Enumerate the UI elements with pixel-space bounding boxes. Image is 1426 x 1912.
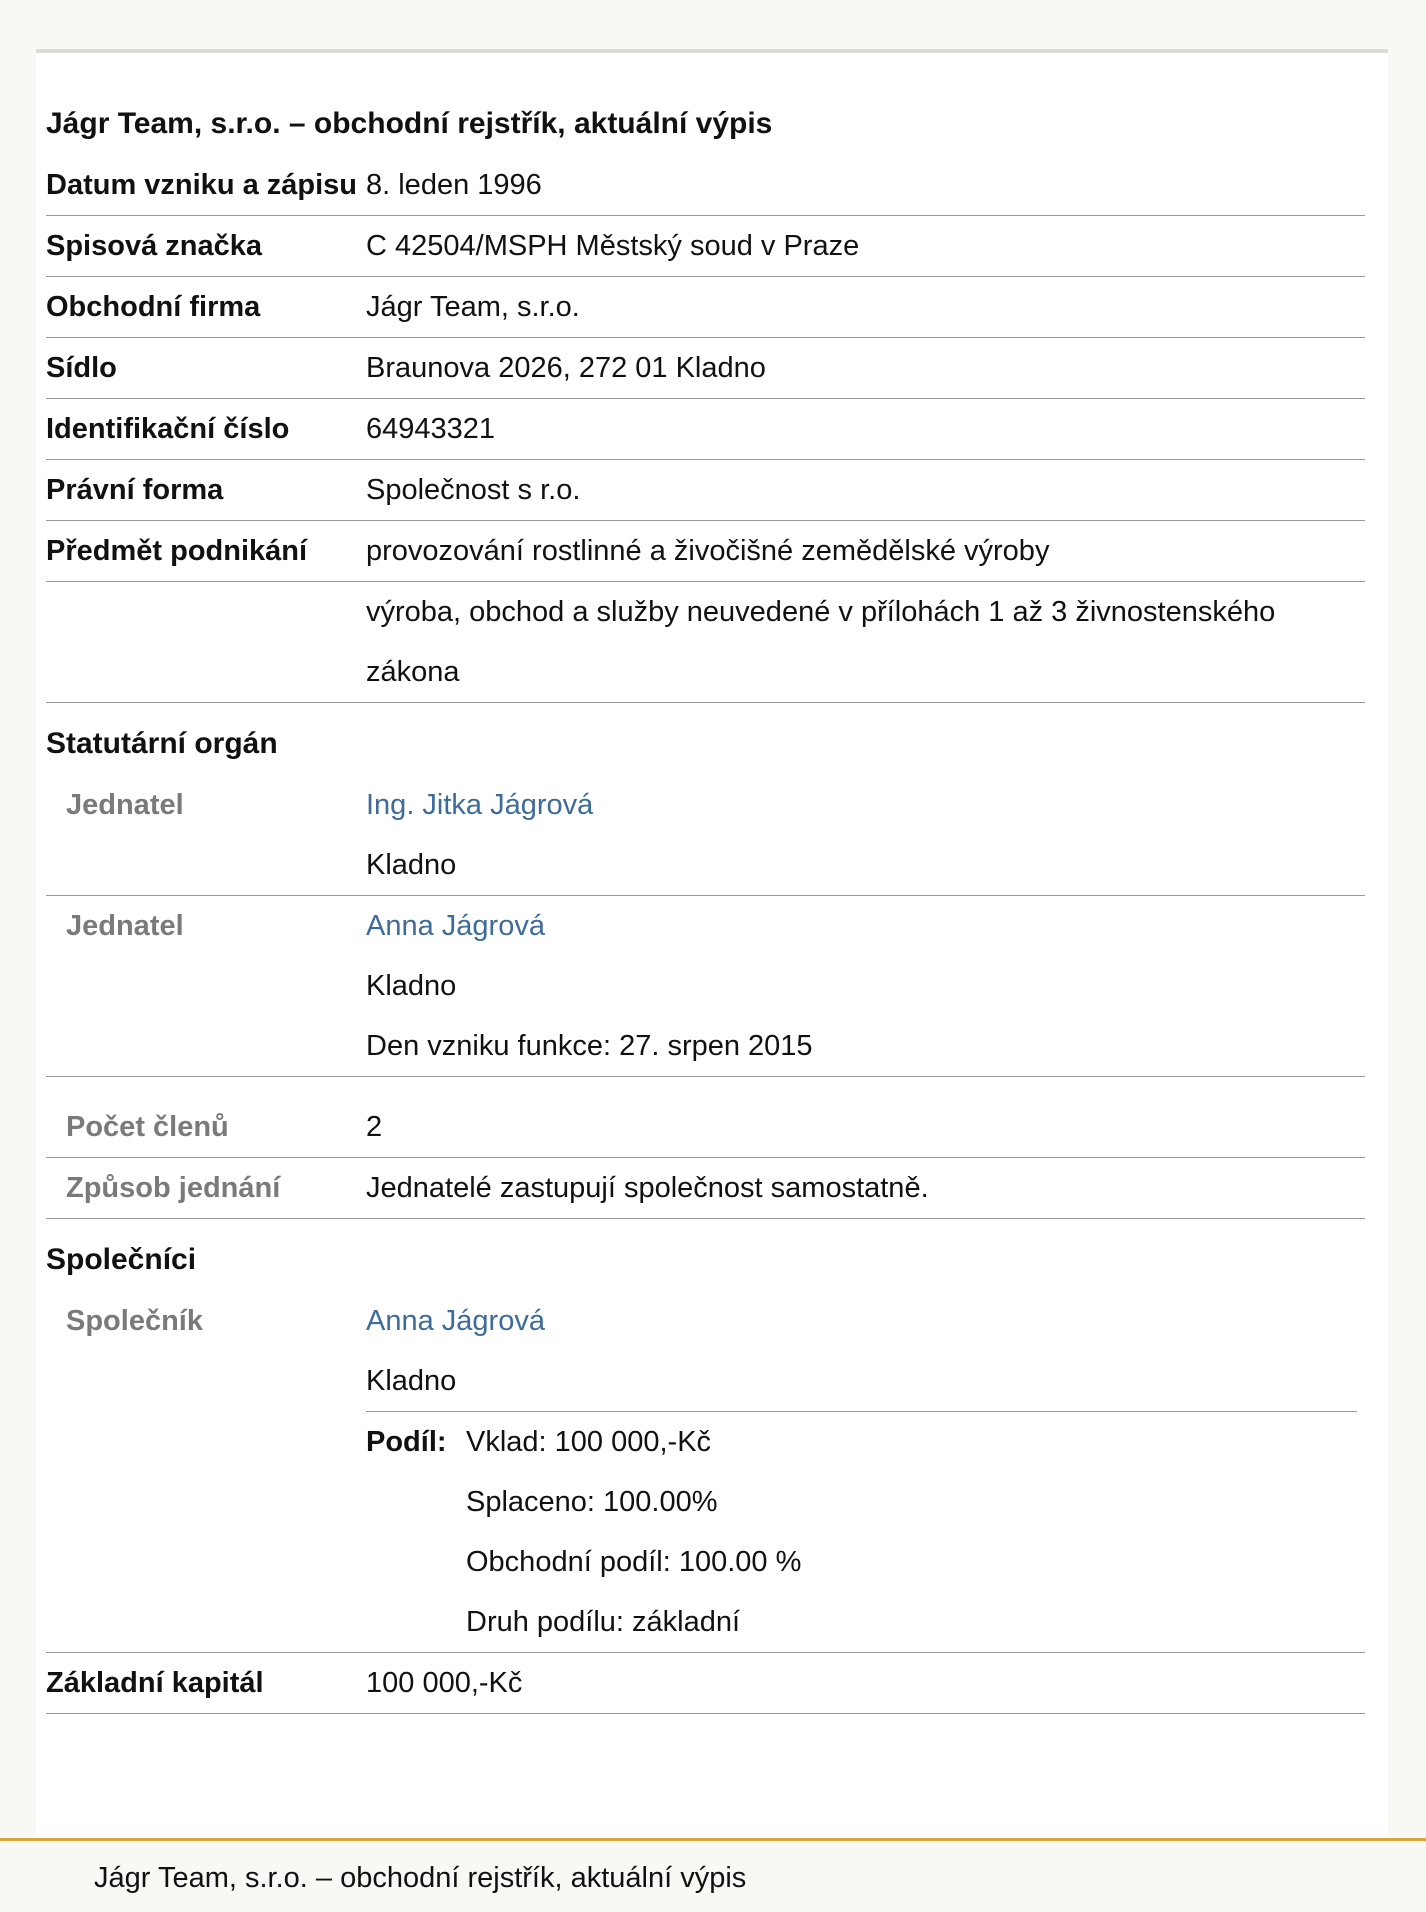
row-obchodni-firma <box>46 277 1365 338</box>
row-zakladni-kapital <box>46 1653 1365 1714</box>
row-value: C 42504/MSPH Městský soud v Praze <box>366 230 860 262</box>
row-value: 8. leden 1996 <box>366 169 542 201</box>
person-note: Den vzniku funkce: 27. srpen 2015 <box>366 1030 813 1062</box>
row-label: Právní forma <box>46 474 224 506</box>
page-title: Jágr Team, s.r.o. – obchodní rejstřík, aktuální výpis <box>46 107 773 140</box>
row-value: Jednatelé zastupují společnost samostatně. <box>366 1172 929 1204</box>
podil-splaceno: Splaceno: 100.00% <box>466 1486 718 1518</box>
row-predmet-podnikani-2 <box>46 582 1365 703</box>
spacer <box>46 1077 1365 1097</box>
row-value: Společnost s r.o. <box>366 474 581 506</box>
row-value <box>366 896 1365 1076</box>
extract-panel <box>36 49 1388 1839</box>
row-label: Způsob jednání <box>66 1172 281 1204</box>
podil-block <box>366 1411 1357 1652</box>
row-label: Identifikační číslo <box>46 413 290 445</box>
podil-druh: Druh podílu: základní <box>466 1606 741 1638</box>
row-pravni-forma <box>46 460 1365 521</box>
footer-divider <box>0 1838 1426 1841</box>
extract-content <box>46 93 1365 1714</box>
row-value: 64943321 <box>366 413 496 445</box>
row-jednatel-2 <box>46 896 1365 1077</box>
person-city: Kladno <box>366 970 457 1002</box>
row-label: Předmět podnikání <box>46 535 308 567</box>
row-label: Počet členů <box>66 1111 229 1143</box>
row-label: Sídlo <box>46 352 117 384</box>
row-pocet-clenu <box>46 1097 1365 1158</box>
row-value: výroba, obchod a služby neuvedené v přílohách 1 až 3 živnostenského zákona <box>366 596 1276 688</box>
footer-title: Jágr Team, s.r.o. – obchodní rejstřík, aktuální výpis <box>94 1862 747 1894</box>
row-label: Spisová značka <box>46 230 262 262</box>
row-value: provozování rostlinné a živočišné zemědělské výroby <box>366 535 1050 567</box>
podil-values <box>466 1412 801 1652</box>
row-label: Datum vzniku a zápisu <box>46 169 358 201</box>
podil-label: Podíl: <box>366 1426 447 1458</box>
row-spisova-znacka <box>46 216 1365 277</box>
section-statutarni-organ: Statutární orgán <box>46 727 278 760</box>
person-link[interactable]: Anna Jágrová <box>366 1305 545 1337</box>
row-value: 100 000,-Kč <box>366 1667 523 1699</box>
row-sidlo <box>46 338 1365 399</box>
row-predmet-podnikani <box>46 521 1365 582</box>
row-label: Jednatel <box>66 910 184 942</box>
row-datum-vzniku <box>46 155 1365 216</box>
podil-vklad: Vklad: 100 000,-Kč <box>466 1426 712 1458</box>
podil-obchodni: Obchodní podíl: 100.00 % <box>466 1546 802 1578</box>
row-zpusob-jednani <box>46 1158 1365 1219</box>
row-label: Jednatel <box>66 789 184 821</box>
person-link[interactable]: Anna Jágrová <box>366 910 545 942</box>
person-link[interactable]: Ing. Jitka Jágrová <box>366 789 594 821</box>
row-label: Společník <box>66 1305 203 1337</box>
row-label: Základní kapitál <box>46 1667 264 1699</box>
row-identifikacni-cislo <box>46 399 1365 460</box>
section-spolecnici: Společníci <box>46 1243 197 1276</box>
row-jednatel-1 <box>46 775 1365 896</box>
row-value: Jágr Team, s.r.o. <box>366 291 580 323</box>
row-value <box>366 775 1365 895</box>
row-value: Braunova 2026, 272 01 Kladno <box>366 352 766 384</box>
row-spolecnik <box>46 1291 1365 1653</box>
row-value: 2 <box>366 1111 383 1143</box>
row-value <box>366 1291 1365 1652</box>
row-label-empty <box>46 582 366 702</box>
person-city: Kladno <box>366 849 457 881</box>
person-city: Kladno <box>366 1365 457 1397</box>
row-label: Obchodní firma <box>46 291 261 323</box>
